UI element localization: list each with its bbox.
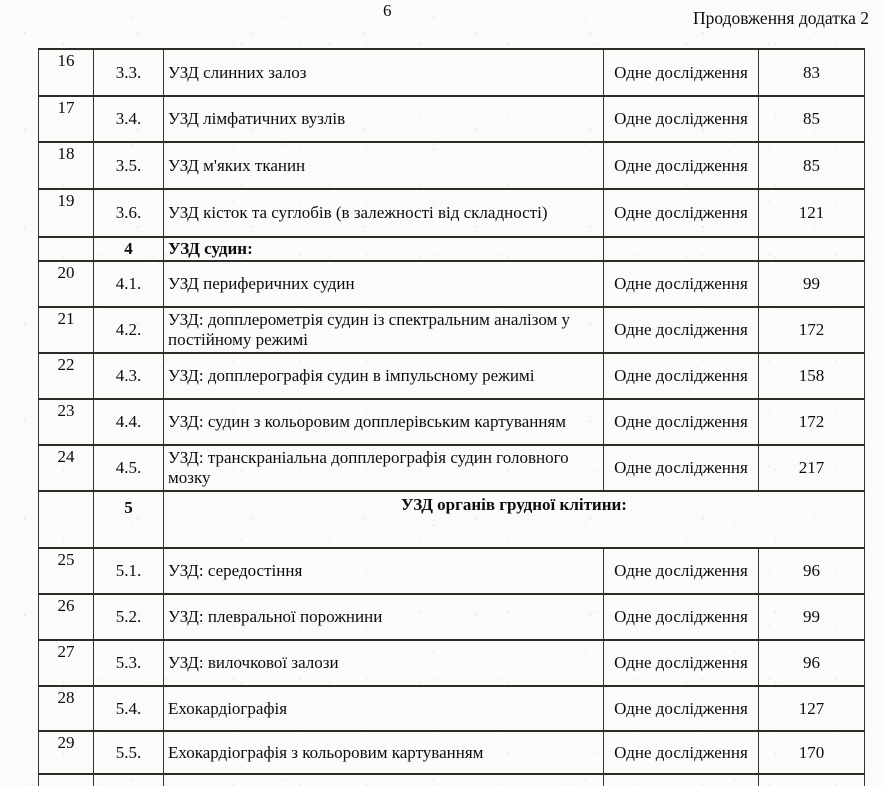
row-number-cell: 16 — [39, 49, 94, 96]
price-cell: 170 — [759, 731, 865, 774]
unit-cell: Одне дослідження — [604, 731, 759, 774]
code-cell: 4.1. — [94, 261, 164, 307]
unit-cell: Одне дослідження — [604, 594, 759, 640]
code-cell: 4.5. — [94, 445, 164, 491]
procedure-name-cell: УЗД кісток та суглобів (в залежності від складності) — [164, 189, 604, 237]
code-cell: 5.3. — [94, 640, 164, 686]
code-cell: 5.1. — [94, 548, 164, 594]
price-cell — [759, 237, 865, 261]
table-row — [39, 49, 865, 96]
row-number-cell: 19 — [39, 189, 94, 237]
table-row — [39, 640, 865, 686]
price-cell: 158 — [759, 353, 865, 399]
unit-cell: Одне дослідження — [604, 142, 759, 189]
code-cell: 3.3. — [94, 49, 164, 96]
appendix-continuation-label: Продовження додатка 2 — [693, 8, 869, 28]
price-cell: 121 — [759, 189, 865, 237]
row-number-cell: 17 — [39, 96, 94, 142]
unit-cell: Одне дослідження — [604, 548, 759, 594]
procedure-name-cell: Ехокардіографія з кольоровим картуванням — [164, 731, 604, 774]
procedure-name-cell: УЗД: вилочкової залози — [164, 640, 604, 686]
section-title-cell: УЗД судин: — [164, 237, 604, 261]
section-number-cell: 5 — [94, 491, 164, 548]
row-number-cell: 28 — [39, 686, 94, 731]
table-row — [39, 594, 865, 640]
row-number-cell — [39, 237, 94, 261]
unit-cell: Одне дослідження — [604, 49, 759, 96]
price-cell: 96 — [759, 548, 865, 594]
row-number-cell: 27 — [39, 640, 94, 686]
row-number-cell: 24 — [39, 445, 94, 491]
price-cell: 172 — [759, 307, 865, 353]
table-row — [39, 96, 865, 142]
unit-cell: Одне дослідження — [604, 307, 759, 353]
table-row — [39, 142, 865, 189]
unit-cell: Одне дослідження — [604, 189, 759, 237]
procedure-name-cell: УЗД периферичних судин — [164, 261, 604, 307]
table-row — [39, 548, 865, 594]
code-cell: 3.4. — [94, 96, 164, 142]
code-cell: 5.5. — [94, 731, 164, 774]
unit-cell: Одне дослідження — [604, 261, 759, 307]
row-number-cell: 21 — [39, 307, 94, 353]
table-row — [39, 353, 865, 399]
code-cell: 3.5. — [94, 142, 164, 189]
unit-cell — [604, 237, 759, 261]
procedure-name-cell: УЗД: судин з кольоровим допплерівським картуванням — [164, 399, 604, 445]
price-cell: 96 — [759, 640, 865, 686]
procedure-name-cell: УЗД: плевральної порожнини — [164, 594, 604, 640]
row-number-cell: 22 — [39, 353, 94, 399]
table-row — [39, 261, 865, 307]
unit-cell: Одне дослідження — [604, 399, 759, 445]
row-number-cell: 29 — [39, 731, 94, 774]
unit-cell: Одне дослідження — [604, 96, 759, 142]
price-cell: 99 — [759, 261, 865, 307]
table-row — [39, 731, 865, 774]
procedure-name-cell: УЗД: допплерометрія судин із спектральним аналізом у постійному режимі — [164, 307, 604, 353]
price-cell: 85 — [759, 96, 865, 142]
unit-cell: Одне дослідження — [604, 640, 759, 686]
table-row — [39, 445, 865, 491]
unit-cell: Одне дослідження — [604, 353, 759, 399]
procedure-name-cell: УЗД слинних залоз — [164, 49, 604, 96]
row-number-cell: 18 — [39, 142, 94, 189]
section-header-row — [39, 491, 865, 548]
row-number-cell: 25 — [39, 548, 94, 594]
price-cell: 172 — [759, 399, 865, 445]
table-row — [39, 189, 865, 237]
row-number-cell — [39, 491, 94, 548]
code-cell: 4.2. — [94, 307, 164, 353]
procedure-name-cell: УЗД: середостіння — [164, 548, 604, 594]
section-header-row — [39, 237, 865, 261]
price-cell: 83 — [759, 49, 865, 96]
table-row — [39, 686, 865, 731]
procedure-name-cell: Ехокардіографія — [164, 686, 604, 731]
price-cell: 127 — [759, 686, 865, 731]
row-number-cell: 20 — [39, 261, 94, 307]
procedure-name-cell: УЗД: допплерографія судин в імпульсному режимі — [164, 353, 604, 399]
code-cell: 5.4. — [94, 686, 164, 731]
section-number-cell: 4 — [94, 237, 164, 261]
procedure-name-cell: УЗД: транскраніальна допплерографія судин головного мозку — [164, 445, 604, 491]
section-title-cell: УЗД органів грудної клітини: — [164, 491, 865, 548]
unit-cell: Одне дослідження — [604, 445, 759, 491]
price-cell: 85 — [759, 142, 865, 189]
code-cell: 4.3. — [94, 353, 164, 399]
procedure-name-cell: УЗД м'яких тканин — [164, 142, 604, 189]
price-cell: 99 — [759, 594, 865, 640]
table-row — [39, 399, 865, 445]
row-number-cell: 26 — [39, 594, 94, 640]
unit-cell: Одне дослідження — [604, 686, 759, 731]
code-cell: 5.2. — [94, 594, 164, 640]
row-number-cell: 23 — [39, 399, 94, 445]
code-cell: 4.4. — [94, 399, 164, 445]
procedure-name-cell: УЗД лімфатичних вузлів — [164, 96, 604, 142]
table-row — [39, 307, 865, 353]
price-cell: 217 — [759, 445, 865, 491]
page-number: 6 — [383, 1, 392, 20]
code-cell: 3.6. — [94, 189, 164, 237]
price-list-table — [38, 48, 865, 786]
